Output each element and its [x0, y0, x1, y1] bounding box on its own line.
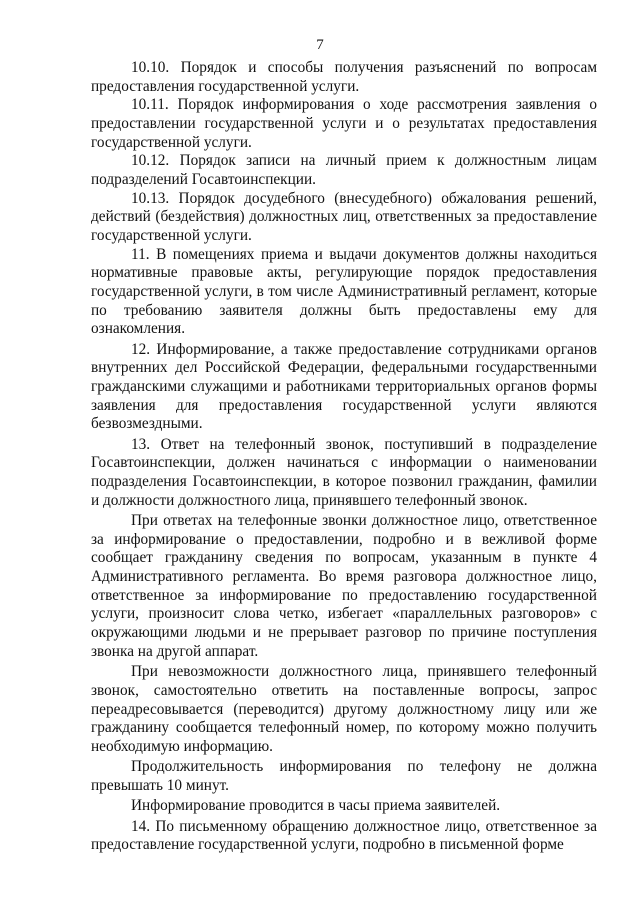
paragraph-redirect: При невозможности должностного лица, принявшего телефонный звонок, самостоятельно ответить на поставленные вопросы, запрос переадресовывается (переводится) другому должностному лицу или же гражданину сообщается телефонный номер, по которому можно получить необходимую информацию.: [91, 663, 597, 755]
page-number: 7: [316, 37, 324, 53]
paragraph-duration: Продолжительность информирования по телефону не должна превышать 10 минут.: [91, 758, 597, 794]
paragraph-12: 12. Информирование, а также предоставление сотрудниками органов внутренних дел Российской Федерации, федеральными государственными гражданскими служащими и работниками территориальных органов формы заявления для предоставления государственной услуги являются безвозмездными.: [91, 340, 597, 433]
paragraph-10-12: 10.12. Порядок записи на личный прием к должностным лицам подразделений Госавтоинспекции.: [91, 152, 597, 188]
paragraph-phone-answers: При ответах на телефонные звонки должностное лицо, ответственное за информирование о предоставлении, подробно и в вежливой форме сообщает гражданину сведения по вопросам, указанным в пункте 4 Административного регламента. Во время разговора должностное лицо, ответственное за информирование по предоставлению государственной услуги, произносит слова четко, избегает «параллельных разговоров» с окружающими людьми и не прерывает разговор по причине поступления звонка на другой аппарат.: [91, 512, 597, 660]
paragraph-10-10: 10.10. Порядок и способы получения разъяснений по вопросам предоставления государственной услуги.: [91, 59, 597, 95]
paragraph-hours: Информирование проводится в часы приема заявителей.: [131, 797, 501, 815]
paragraph-10-13: 10.13. Порядок досудебного (внесудебного) обжалования решений, действий (бездействия) должностных лиц, ответственных за предоставление государственной услуги.: [91, 189, 597, 244]
paragraph-13: 13. Ответ на телефонный звонок, поступивший в подразделение Госавтоинспекции, должен начинаться с информации о наименовании подразделения Госавтоинспекции, в которое позвонил гражданин, фамилии и должности должностного лица, принявшего телефонный звонок.: [91, 435, 597, 509]
document-body: [91, 59, 597, 855]
paragraph-11: 11. В помещениях приема и выдачи документов должны находиться нормативные правовые акты, регулирующие порядок предоставления государственной услуги, в том числе Административный регламент, которые по требованию заявителя должны быть предоставлены ему для ознакомления.: [91, 245, 597, 338]
paragraph-14: 14. По письменному обращению должностное лицо, ответственное за предоставление государственной услуги, подробно в письменной форме: [91, 817, 597, 854]
paragraph-10-11: 10.11. Порядок информирования о ходе рассмотрения заявления о предоставлении государственной услуги и о результатах предоставления государственной услуги.: [91, 96, 597, 151]
